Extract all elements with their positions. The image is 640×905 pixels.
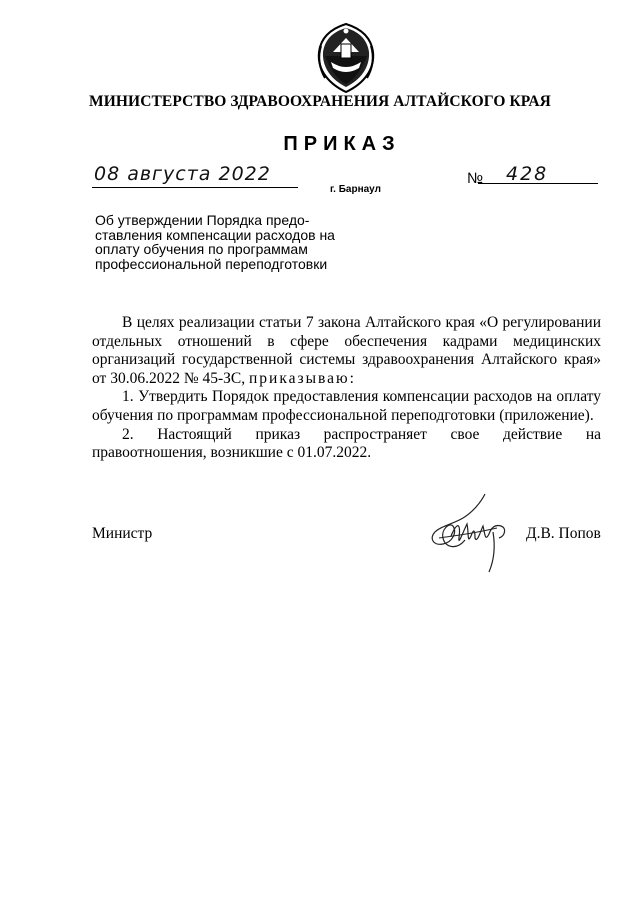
- signer-name: Д.В. Попов: [526, 525, 601, 542]
- subject-line: Об утверждении Порядка предо-: [95, 212, 310, 228]
- order-body: [92, 314, 601, 463]
- handwritten-order-number: 428: [506, 163, 549, 185]
- signer-position: Министр: [92, 525, 153, 542]
- order-number-underline: [478, 183, 598, 184]
- order-subject: [95, 213, 339, 271]
- city-label: г. Барнаул: [330, 184, 381, 195]
- subject-line: ставления компенсации расходов на: [95, 226, 335, 243]
- preamble-paragraph: [92, 314, 601, 388]
- coat-of-arms-icon: [311, 22, 381, 94]
- subject-line: профессиональной переподготовки: [95, 255, 328, 272]
- date-underline: [92, 187, 298, 188]
- ministry-name: МИНИСТЕРСТВО ЗДРАВООХРАНЕНИЯ АЛТАЙСКОГО КРАЯ: [89, 93, 551, 110]
- order-item-2: 2. Настоящий приказ распространяет свое действие на правоотношения, возникшие с 01.07.2022.: [92, 425, 601, 462]
- handwritten-date: 08 августа 2022: [94, 163, 271, 185]
- order-number-label: №: [467, 170, 484, 187]
- subject-line: оплату обучения по программам: [95, 241, 308, 257]
- document-type-title: ПРИКАЗ: [283, 133, 401, 155]
- handwritten-signature-icon: [423, 492, 523, 576]
- preamble-text: В целях реализации статьи 7 закона Алтайского края «О регулировании отдельных отношений в сфере обеспечения кадрами медицинских организаций государственной системы здравоохранения Алтайского края» от 30.06.2022 № 45-ЗС,: [92, 314, 601, 387]
- order-item-1: 1. Утвердить Порядок предоставления компенсации расходов на оплату обучения по программам профессиональной переподготовки (приложение).: [92, 388, 601, 424]
- order-word: приказываю:: [249, 369, 356, 387]
